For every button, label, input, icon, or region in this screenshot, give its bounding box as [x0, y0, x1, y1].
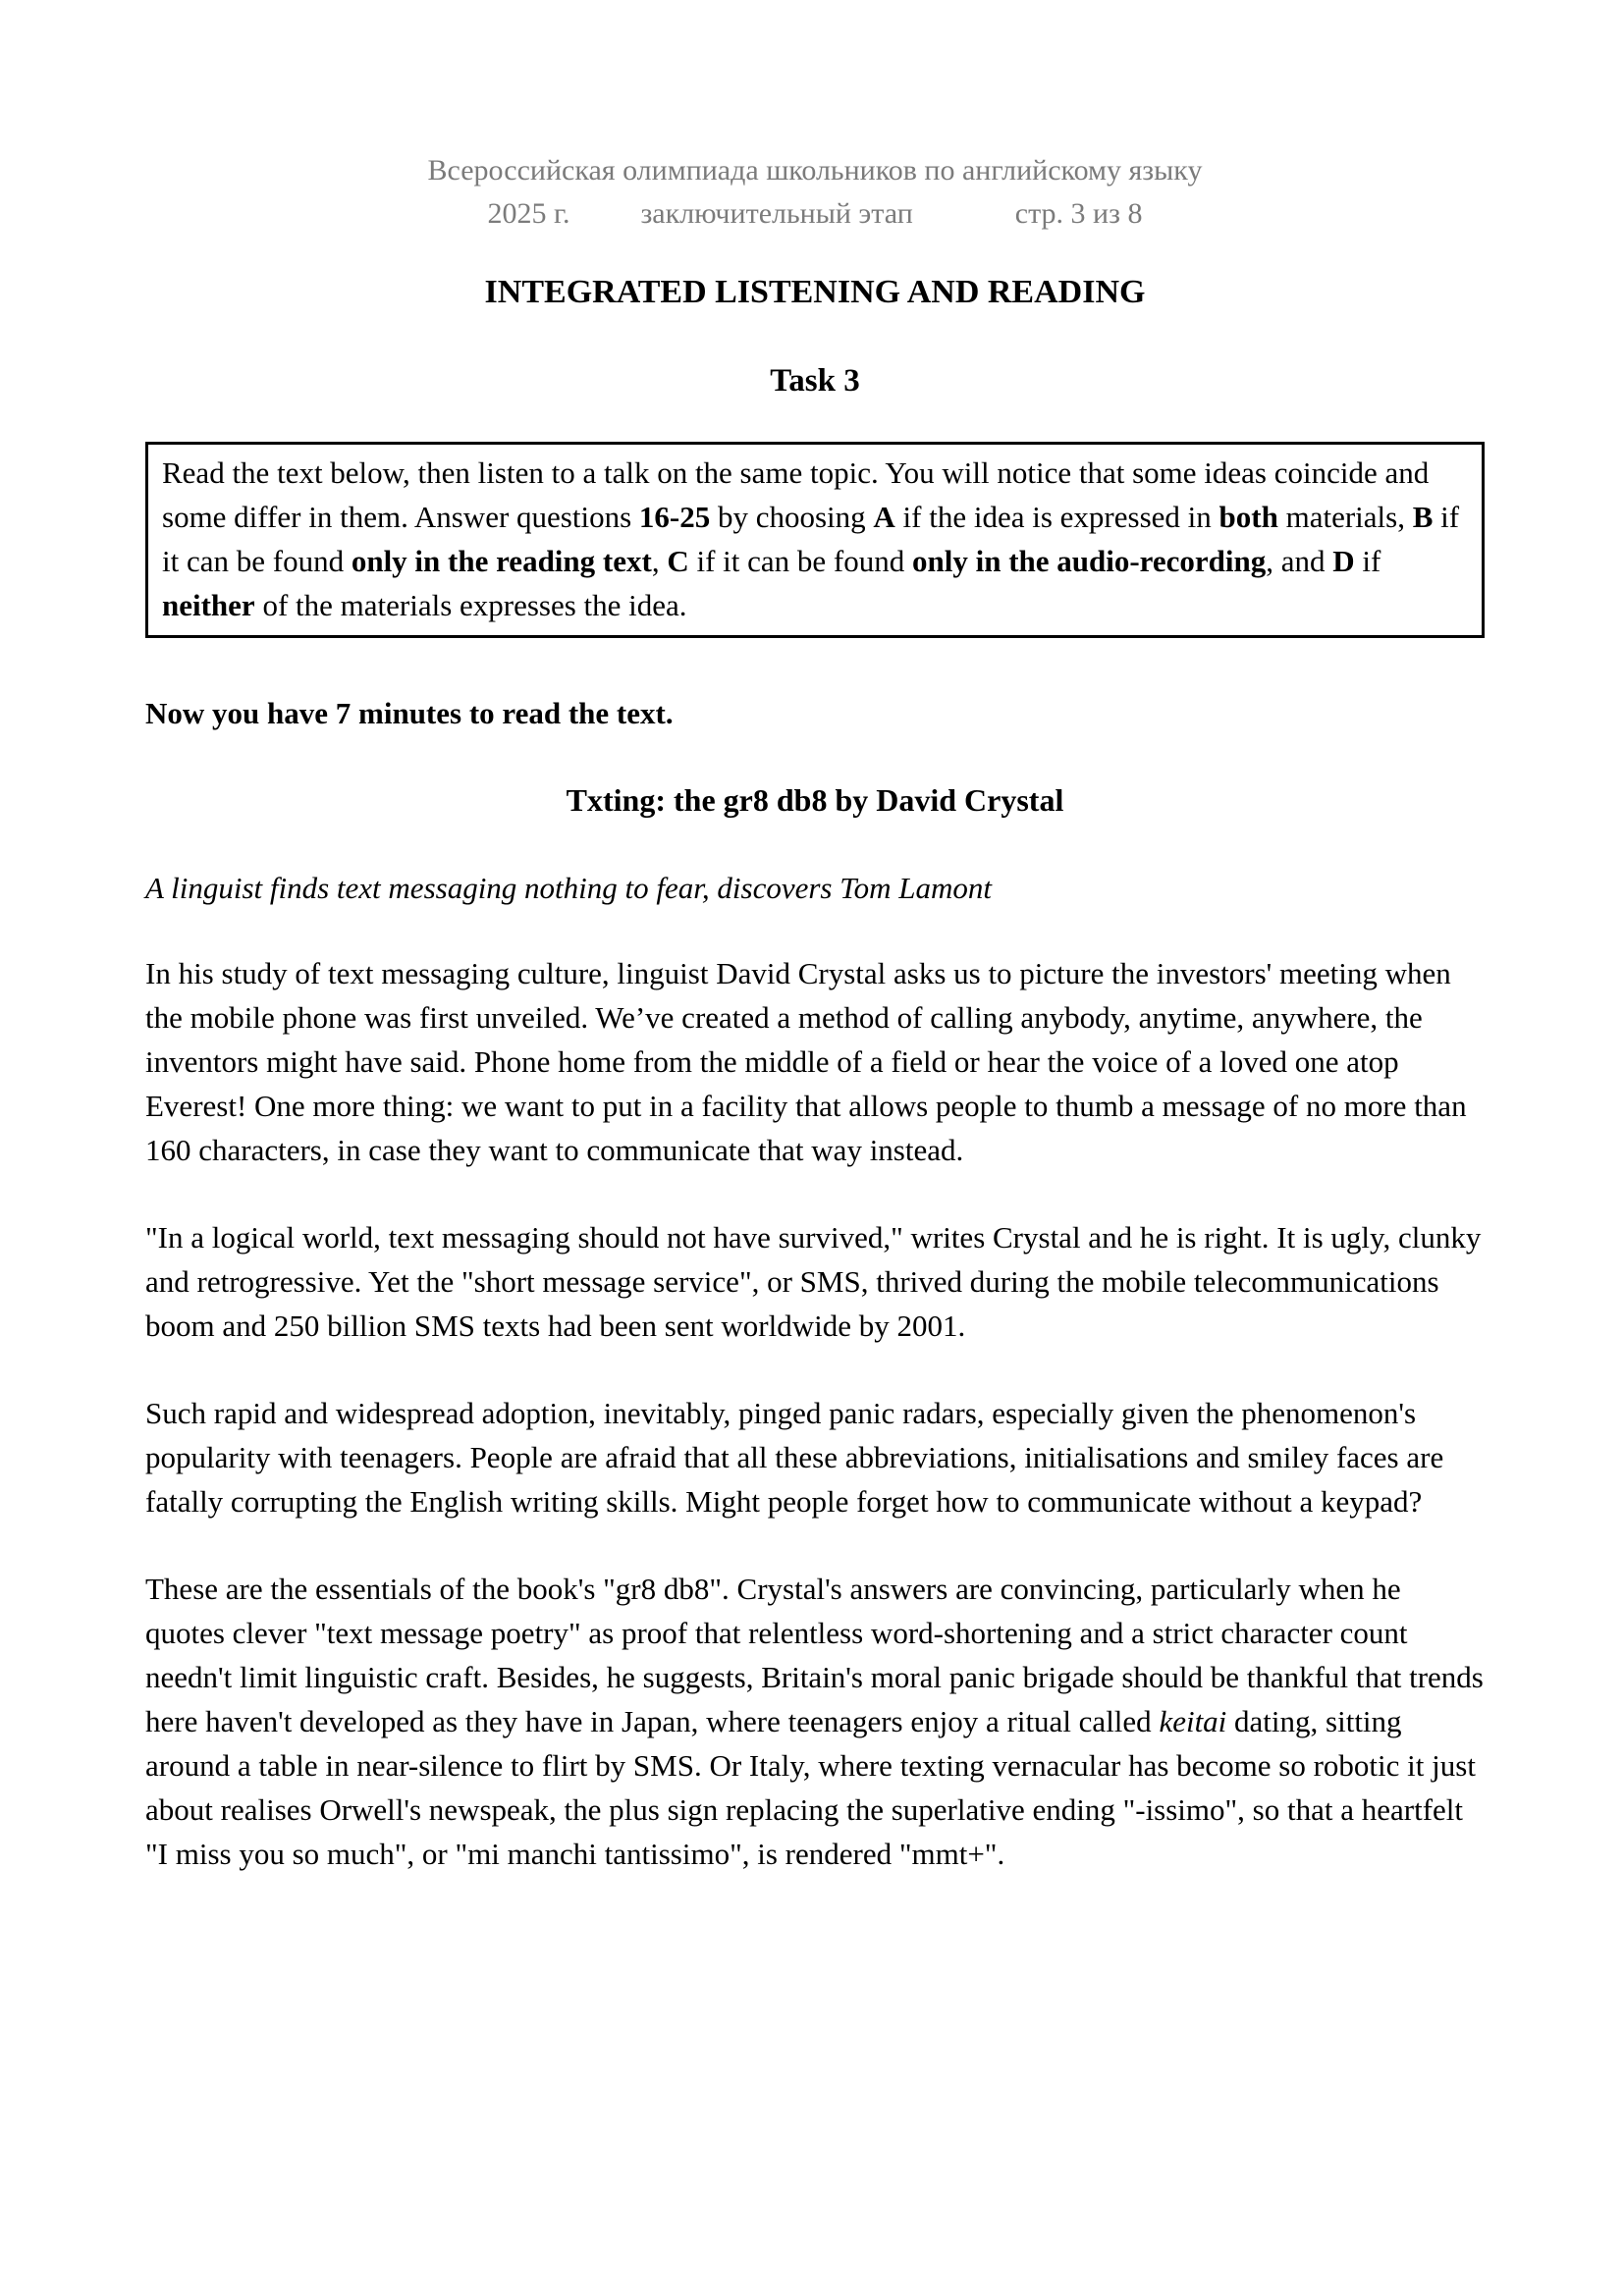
- body-paragraph-4: These are the essentials of the book's "gr8 db8". Crystal's answers are convincing, particularly when he quotes clever "text message poetry" as proof that relentless word-shortening and a strict character count needn't limit linguistic craft. Besides, he suggests, Britain's moral panic brigade should be thankful that trends here haven't developed as they have in Japan, where teenagers enjoy a ritual called keitai dating, sitting around a table in near-silence to flirt by SMS. Or Italy, where texting vernacular has become so robotic it just about realises Orwell's newspeak, the plus sign replacing the superlative ending "-issimo", so that a heartfelt "I miss you so much", or "mi manchi tantissimo", is rendered "mmt+".: [145, 1572, 1484, 1871]
- header-year: 2025 г.: [487, 197, 570, 230]
- reading-time-notice: Now you have 7 minutes to read the text.: [145, 696, 674, 730]
- header-title: Всероссийская олимпиада школьников по английскому языку: [427, 154, 1203, 187]
- section-title: INTEGRATED LISTENING AND READING: [484, 274, 1146, 310]
- header-meta-line: [145, 192, 1485, 236]
- byline: A linguist finds text messaging nothing to fear, discovers Tom Lamont: [145, 871, 993, 905]
- task-title: Task 3: [770, 363, 860, 399]
- page-header: [145, 149, 1485, 236]
- text-title: Txting: the gr8 db8 by David Crystal: [566, 782, 1064, 818]
- header-stage: заключительный этап: [640, 197, 913, 230]
- instructions-text: Read the text below, then listen to a talk on the same topic. You will notice that some ideas coincide and some differ in them. Answer questions 16-25 by choosing A if the idea is expressed in both materials, B if it can be found only in the reading text, C if it can be found only in the audio-recording, and D if neither of the materials expresses the idea.: [162, 455, 1460, 622]
- instructions-box: [145, 442, 1485, 638]
- header-page-number: стр. 3 из 8: [1014, 197, 1143, 230]
- body-paragraph-1: In his study of text messaging culture, linguist David Crystal asks us to picture the investors' meeting when the mobile phone was first unveiled. We’ve created a method of calling anybody, anytime, anywhere, the inventors might have said. Phone home from the middle of a field or hear the voice of a loved one atop Everest! One more thing: we want to put in a facility that allows people to thumb a message of no more than 160 characters, in case they want to communicate that way instead.: [145, 956, 1467, 1167]
- body-paragraph-2: "In a logical world, text messaging should not have survived," writes Crystal and he is right. It is ugly, clunky and retrogressive. Yet the "short message service", or SMS, thrived during the mobile telecommunications boom and 250 billion SMS texts had been sent worldwide by 2001.: [145, 1220, 1482, 1343]
- body-paragraph-3: Such rapid and widespread adoption, inevitably, pinged panic radars, especially given the phenomenon's popularity with teenagers. People are afraid that all these abbreviations, initialisations and smiley faces are fatally corrupting the English writing skills. Might people forget how to communicate without a keypad?: [145, 1396, 1444, 1519]
